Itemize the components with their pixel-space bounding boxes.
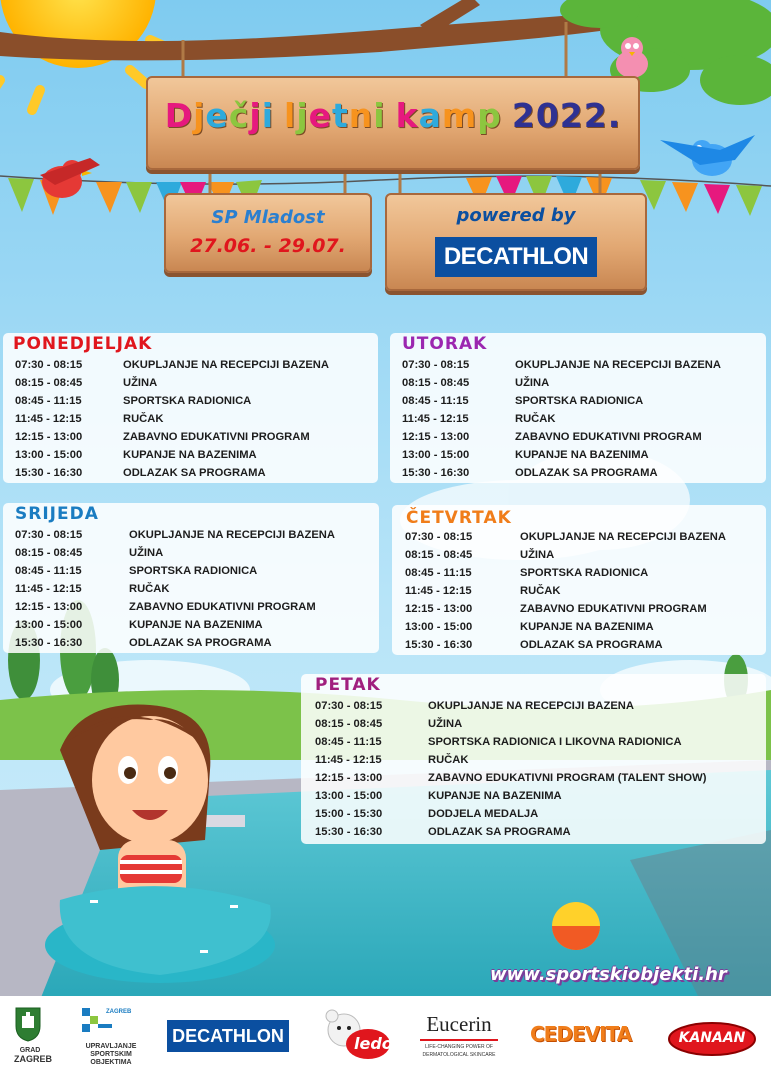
zagreb-label: ZAGREB — [14, 1054, 52, 1064]
time-slot: 11:45 - 12:15 — [405, 585, 472, 597]
ledo-logo — [322, 1008, 392, 1064]
time-slot: 12:15 - 13:00 — [315, 772, 383, 784]
activity-name: RUČAK — [515, 413, 556, 425]
activity-name: SPORTSKA RADIONICA — [520, 567, 649, 579]
activity-name: KUPANJE NA BAZENIMA — [428, 790, 562, 802]
time-slot: 08:15 - 08:45 — [405, 549, 473, 561]
title-letter: 2 — [559, 96, 584, 135]
eucerin-tagline-2: DERMATOLOGICAL SKINCARE — [422, 1052, 496, 1058]
time-slot: 08:15 - 08:45 — [15, 377, 83, 389]
activity-name: KUPANJE NA BAZENIMA — [129, 619, 263, 631]
time-slot: 13:00 - 15:00 — [15, 619, 83, 631]
eucerin-tagline-1: LIFE-CHANGING POWER OF — [425, 1044, 493, 1050]
activity-name: SPORTSKA RADIONICA — [123, 395, 252, 407]
cedevita-logo: CEDEVITA — [530, 1022, 632, 1046]
diving-board — [205, 815, 245, 827]
title-letter: l — [284, 96, 297, 135]
day-heading: PETAK — [315, 675, 381, 695]
title-letter: . — [607, 96, 622, 135]
time-slot: 12:15 - 13:00 — [405, 603, 473, 615]
title-letter: e — [205, 96, 229, 135]
activity-name: ODLAZAK SA PROGRAMA — [129, 637, 272, 649]
activity-name: OKUPLJANJE NA RECEPCIJI BAZENA — [520, 531, 726, 543]
time-slot: 08:45 - 11:15 — [15, 565, 82, 577]
location-text: SP Mladost — [211, 207, 325, 228]
time-slot: 08:45 - 11:15 — [315, 736, 382, 748]
activity-name: ODLAZAK SA PROGRAMA — [515, 467, 658, 479]
sponsor-sign — [385, 193, 647, 291]
time-slot: 11:45 - 12:15 — [402, 413, 469, 425]
uso-line-3: OBJEKTIMA — [90, 1059, 132, 1066]
time-slot: 15:30 - 16:30 — [15, 637, 83, 649]
title-letter: j — [249, 96, 262, 135]
title-letter: i — [373, 96, 386, 135]
dates-text: 27.06. - 29.07. — [190, 235, 346, 257]
time-slot: 08:45 - 11:15 — [402, 395, 469, 407]
title-letter: k — [395, 96, 419, 135]
decathlon-footer-logo: DECATHLON — [167, 1020, 289, 1052]
grad-label: GRAD — [19, 1047, 41, 1054]
day-heading: ČETVRTAK — [406, 508, 512, 528]
day-heading: SRIJEDA — [15, 504, 99, 524]
activity-name: UŽINA — [428, 718, 463, 730]
ledo-wordmark: ledo — [354, 1034, 393, 1053]
activity-name: RUČAK — [520, 585, 561, 597]
activity-name: UŽINA — [515, 377, 550, 389]
time-slot: 08:15 - 08:45 — [315, 718, 383, 730]
activity-name: SPORTSKA RADIONICA — [129, 565, 258, 577]
title-letter: j — [296, 96, 309, 135]
schedule-card-tuesday — [390, 333, 766, 483]
activity-name: ZABAVNO EDUKATIVNI PROGRAM — [515, 431, 702, 443]
title-sign — [146, 76, 640, 170]
activity-name: SPORTSKA RADIONICA — [515, 395, 644, 407]
zagreb-coat-of-arms-icon — [14, 1006, 42, 1042]
activity-name: RUČAK — [428, 754, 469, 766]
activity-name: ZABAVNO EDUKATIVNI PROGRAM — [123, 431, 310, 443]
activity-name: OKUPLJANJE NA RECEPCIJI BAZENA — [123, 359, 329, 371]
title-letter: a — [418, 96, 442, 135]
time-slot: 07:30 - 08:15 — [315, 700, 383, 712]
activity-name: KUPANJE NA BAZENIMA — [515, 449, 649, 461]
schedule-card-monday — [3, 333, 378, 483]
title-letter: m — [441, 96, 478, 135]
eucerin-logo — [418, 1012, 500, 1059]
upravljanje-sportskim-objektima-logo — [78, 1004, 144, 1067]
title-letter: e — [308, 96, 333, 135]
time-slot: 07:30 - 08:15 — [402, 359, 470, 371]
time-slot: 07:30 - 08:15 — [15, 529, 83, 541]
website-link[interactable]: www.sportskiobjekti.hr — [490, 964, 727, 985]
title-letter: n — [348, 96, 374, 135]
time-slot: 11:45 - 12:15 — [15, 583, 82, 595]
activity-name: RUČAK — [123, 413, 164, 425]
uso-line-1: UPRAVLJANJE — [85, 1043, 137, 1050]
title-letter: 0 — [535, 96, 560, 135]
title-letter: č — [228, 96, 250, 135]
activity-name: ZABAVNO EDUKATIVNI PROGRAM — [520, 603, 707, 615]
activity-name: ZABAVNO EDUKATIVNI PROGRAM (TALENT SHOW) — [428, 772, 707, 784]
time-slot: 12:15 - 13:00 — [15, 601, 83, 613]
poster-title — [148, 96, 638, 135]
title-letter: 2 — [511, 96, 536, 135]
schedule-card-friday — [301, 674, 766, 844]
title-letter: j — [193, 96, 206, 135]
location-sign — [164, 193, 372, 273]
powered-by-text: powered by — [456, 205, 576, 226]
time-slot: 15:30 - 16:30 — [315, 826, 383, 838]
time-slot: 13:00 - 15:00 — [402, 449, 470, 461]
title-letter: i — [261, 96, 274, 135]
activity-name: DODJELA MEDALJA — [428, 808, 539, 820]
decathlon-sign-logo: DECATHLON — [435, 237, 597, 277]
activity-name: RUČAK — [129, 583, 170, 595]
activity-name: OKUPLJANJE NA RECEPCIJI BAZENA — [129, 529, 335, 541]
title-letter: t — [332, 96, 349, 135]
day-heading: UTORAK — [402, 334, 488, 354]
beach-ball-icon — [552, 902, 600, 950]
activity-name: OKUPLJANJE NA RECEPCIJI BAZENA — [515, 359, 721, 371]
activity-name: UŽINA — [123, 377, 158, 389]
time-slot: 08:45 - 11:15 — [15, 395, 82, 407]
activity-name: ODLAZAK SA PROGRAMA — [520, 639, 663, 651]
uso-zagreb-label: ZAGREB — [106, 1009, 132, 1015]
time-slot: 15:30 - 16:30 — [15, 467, 83, 479]
time-slot: 07:30 - 08:15 — [15, 359, 83, 371]
activity-name: ODLAZAK SA PROGRAMA — [428, 826, 571, 838]
time-slot: 07:30 - 08:15 — [405, 531, 473, 543]
activity-name: OKUPLJANJE NA RECEPCIJI BAZENA — [428, 700, 634, 712]
time-slot: 08:45 - 11:15 — [405, 567, 472, 579]
time-slot: 11:45 - 12:15 — [15, 413, 82, 425]
time-slot: 15:00 - 15:30 — [315, 808, 383, 820]
title-letter: D — [164, 96, 194, 135]
time-slot: 13:00 - 15:00 — [15, 449, 83, 461]
uso-line-2: SPORTSKIM — [90, 1051, 132, 1058]
time-slot: 08:15 - 08:45 — [15, 547, 83, 559]
kanaan-logo — [668, 1022, 756, 1056]
time-slot: 15:30 - 16:30 — [402, 467, 470, 479]
time-slot: 13:00 - 15:00 — [405, 621, 473, 633]
activity-name: ZABAVNO EDUKATIVNI PROGRAM — [129, 601, 316, 613]
eucerin-wordmark: Eucerin — [426, 1012, 492, 1036]
activity-name: UŽINA — [520, 549, 555, 561]
day-heading: PONEDJELJAK — [13, 334, 153, 354]
title-letter: p — [477, 96, 502, 135]
activity-name: KUPANJE NA BAZENIMA — [123, 449, 257, 461]
activity-name: ODLAZAK SA PROGRAMA — [123, 467, 266, 479]
time-slot: 13:00 - 15:00 — [315, 790, 383, 802]
schedule-card-wednesday — [3, 503, 379, 653]
activity-name: UŽINA — [129, 547, 164, 559]
time-slot: 08:15 - 08:45 — [402, 377, 470, 389]
sponsor-footer — [0, 996, 771, 1080]
schedule-card-thursday — [392, 505, 766, 655]
title-letter: 2 — [583, 96, 608, 135]
kanaan-wordmark: KANAAN — [678, 1030, 746, 1046]
activity-name: KUPANJE NA BAZENIMA — [520, 621, 654, 633]
time-slot: 12:15 - 13:00 — [15, 431, 83, 443]
time-slot: 12:15 - 13:00 — [402, 431, 470, 443]
grad-zagreb-logo — [14, 1006, 52, 1064]
activity-name: SPORTSKA RADIONICA I LIKOVNA RADIONICA — [428, 736, 682, 748]
time-slot: 15:30 - 16:30 — [405, 639, 473, 651]
time-slot: 11:45 - 12:15 — [315, 754, 382, 766]
